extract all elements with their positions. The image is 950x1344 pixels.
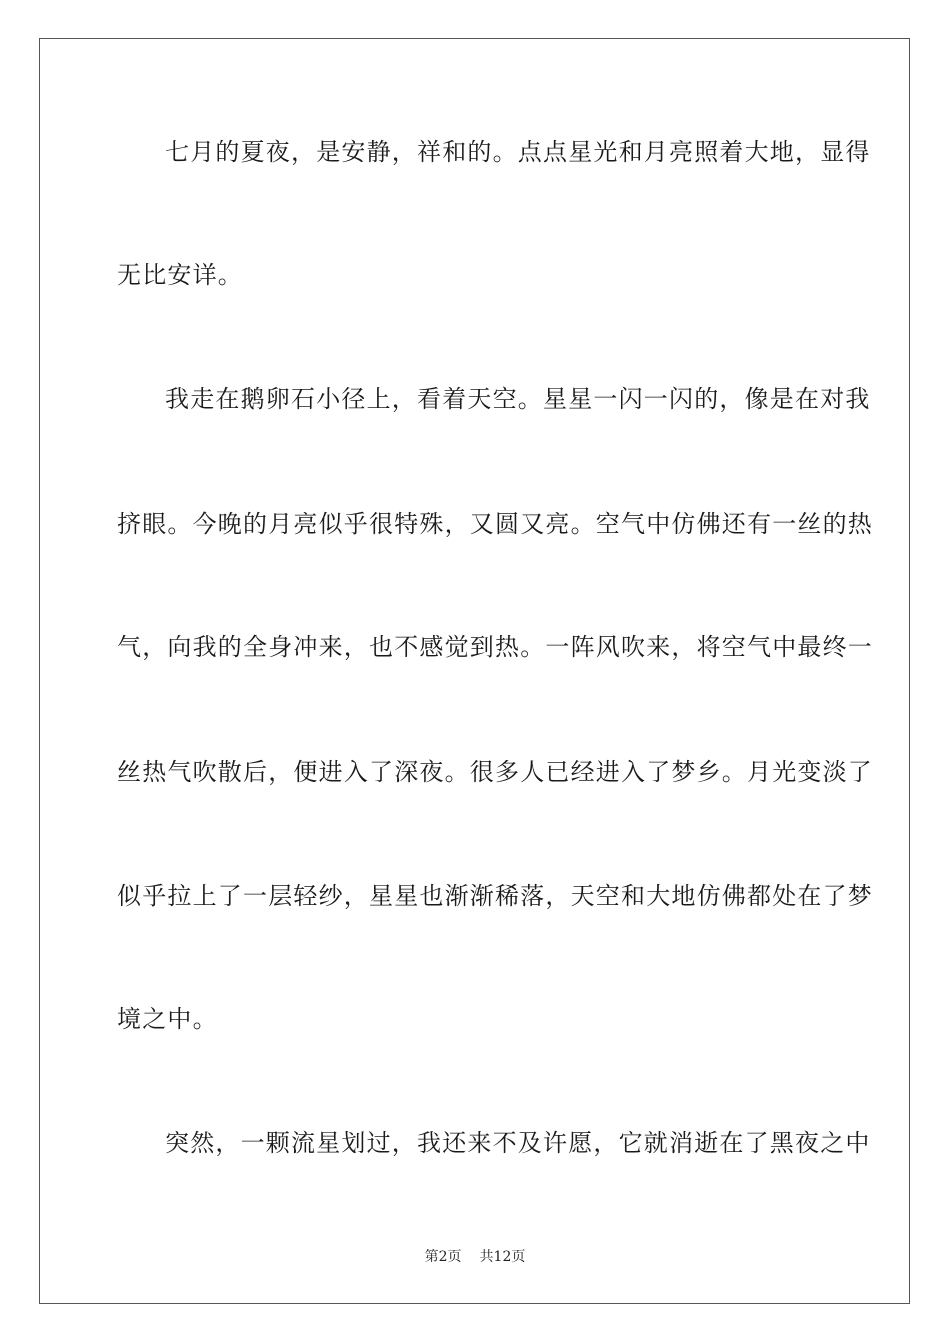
page-number: 第2页 [424,1249,462,1265]
paragraph-2-line-6: 境之中。 [117,1005,218,1033]
paragraph-2-line-2: 挤眼。今晚的月亮似乎很特殊，又圆又亮。空气中仿佛还有一丝的热 [117,510,873,538]
paragraph-2-line-4: 丝热气吹散后，便进入了深夜。很多人已经进入了梦乡。月光变淡了 [117,758,873,786]
page-total: 共12页 [479,1249,526,1265]
paragraph-2-line-5: 似乎拉上了一层轻纱，星星也渐渐稀落，天空和大地仿佛都处在了梦 [117,882,873,910]
paragraph-1-line-2: 无比安详。 [117,261,243,289]
page-footer [0,1248,950,1266]
paragraph-2-line-1: 我走在鹅卵石小径上，看着天空。星星一闪一闪的，像是在对我 [165,385,871,413]
page-border [39,38,910,1304]
paragraph-1-line-1: 七月的夏夜，是安静，祥和的。点点星光和月亮照着大地，显得 [165,138,871,166]
paragraph-3-line-1: 突然，一颗流星划过，我还来不及许愿，它就消逝在了黑夜之中 [165,1129,871,1157]
paragraph-2-line-3: 气，向我的全身冲来，也不感觉到热。一阵风吹来，将空气中最终一 [117,633,873,661]
